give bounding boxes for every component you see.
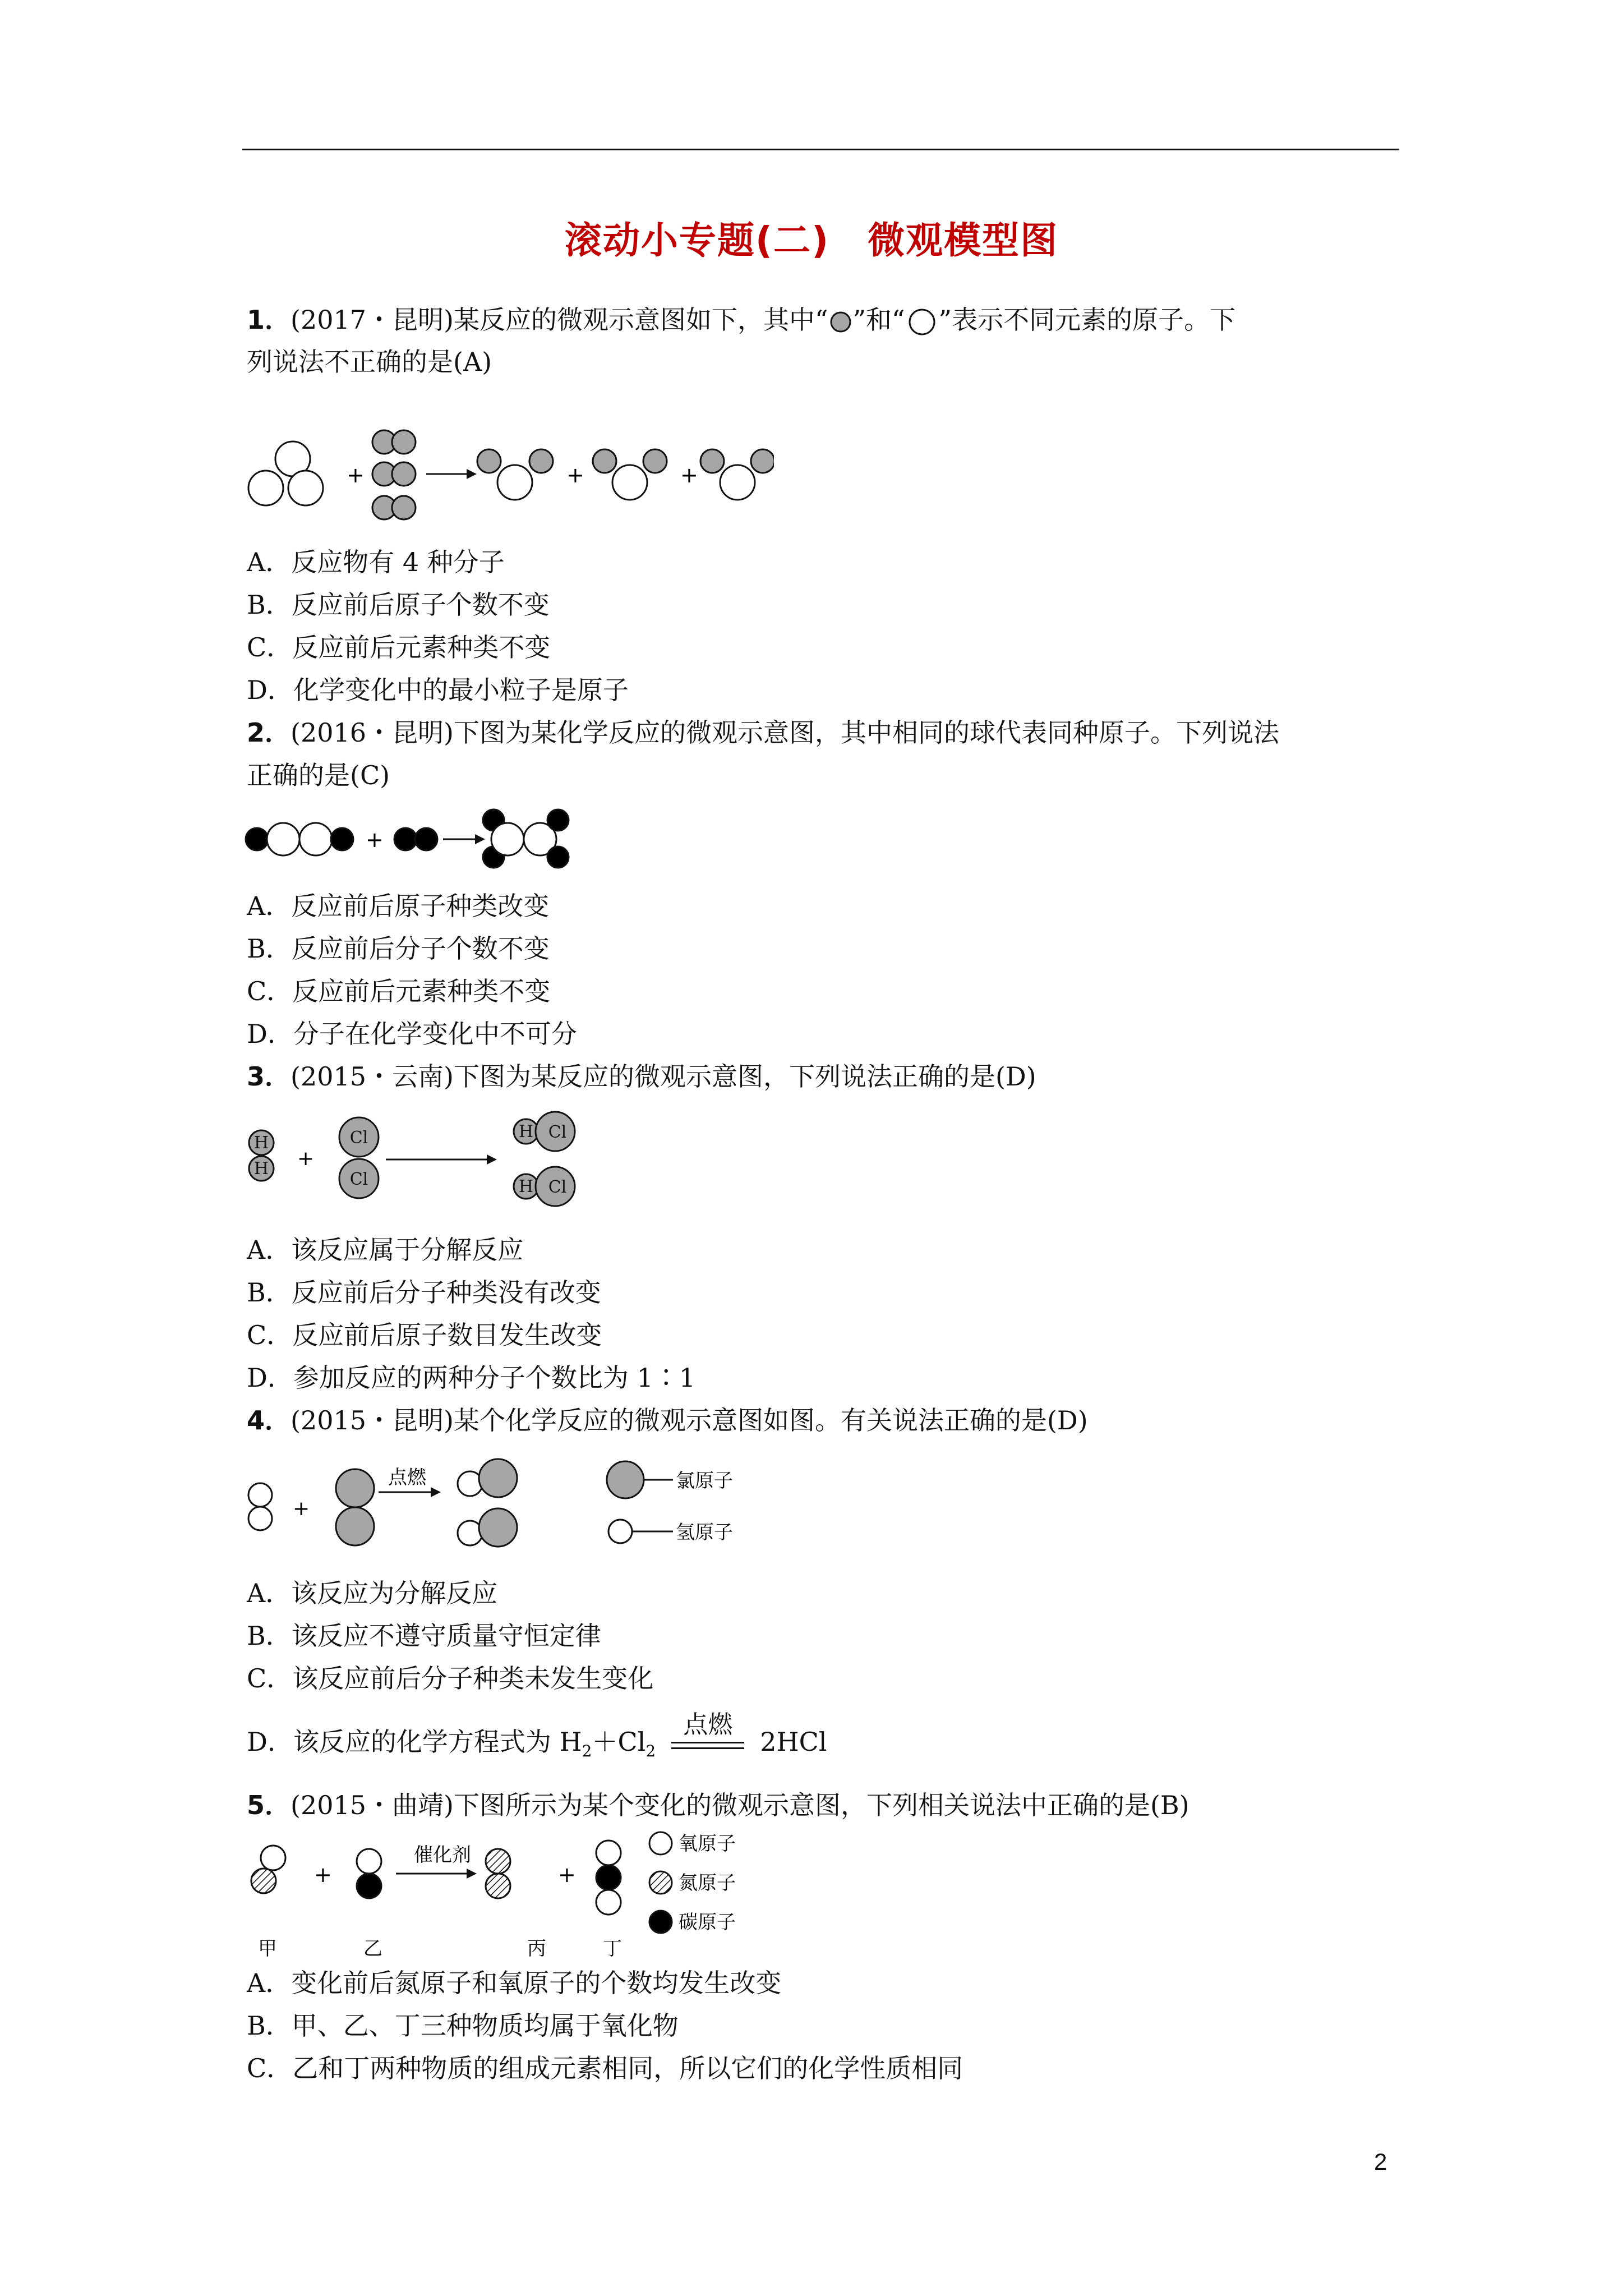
q3-atom-cl-label: Cl: [349, 1170, 368, 1189]
q4-stem: 4．(2015・昆明)某个化学反应的微观示意图如图。有关说法正确的是(D): [247, 1405, 1088, 1435]
q3-plus: +: [297, 1147, 315, 1170]
q2-option-a: A．反应前后原子种类改变: [247, 891, 550, 921]
q5-option-c: C．乙和丁两种物质的组成元素相同，所以它们的化学性质相同: [247, 2053, 963, 2083]
q1-option-a: A．反应物有 4 种分子: [247, 547, 505, 577]
q1-plus-3: +: [680, 463, 698, 487]
q5-label-bing: 丙: [527, 1938, 546, 1960]
q4-reaction-diagram: [241, 1456, 768, 1562]
q3-atom-h-label: H: [518, 1122, 534, 1142]
q3-atom-h-label: H: [518, 1177, 534, 1197]
q4-plus: +: [293, 1497, 310, 1520]
q4-legend-chlorine: 氯原子: [676, 1470, 733, 1492]
q5-stem: 5．(2015・曲靖)下图所示为某个变化的微观示意图，下列相关说法中正确的是(B): [247, 1790, 1189, 1820]
q5-legend-nitrogen: 氮原子: [679, 1872, 736, 1894]
q5-legend-oxygen: 氧原子: [679, 1833, 736, 1855]
equation-condition-sign: 点燃: [671, 1727, 744, 1761]
q4-option-a: A．该反应为分解反应: [247, 1578, 498, 1608]
q5-plus-2: +: [558, 1862, 576, 1887]
page-number: 2: [1374, 2148, 1387, 2175]
q2-option-d: D．分子在化学变化中不可分: [247, 1019, 577, 1049]
q2-stem: 2．(2016・昆明)下图为某化学反应的微观示意图，其中相同的球代表同种原子。下列说法: [247, 717, 1279, 748]
q3-reaction-diagram: [241, 1108, 600, 1220]
q2-option-b: B．反应前后分子个数不变: [247, 933, 550, 964]
header-rule: [242, 149, 1399, 150]
q1-plus-1: +: [347, 463, 365, 487]
q5-catalyst-label: 催化剂: [414, 1844, 471, 1866]
q1-stem: 1．(2017・昆明)某反应的微观示意图如下，其中“ ”和“ ”表示不同元素的原子。下: [247, 305, 1236, 335]
q1-number: 1．: [247, 305, 291, 335]
q4-legend-hydrogen: 氢原子: [676, 1521, 733, 1544]
q3-stem: 3．(2015・云南)下图为某反应的微观示意图，下列说法正确的是(D): [247, 1061, 1036, 1092]
page-title: 滚动小专题(二) 微观模型图: [564, 219, 1059, 262]
q1-plus-2: +: [566, 463, 584, 487]
q2-reaction-diagram: [241, 808, 589, 869]
q3-option-b: B．反应前后分子种类没有改变: [247, 1277, 601, 1308]
q5-legend-carbon: 碳原子: [679, 1911, 736, 1934]
q3-option-d: D．参加反应的两种分子个数比为 1∶1: [247, 1363, 696, 1393]
q4-option-b: B．该反应不遵守质量守恒定律: [247, 1621, 601, 1651]
white-atom-icon: [905, 308, 939, 336]
q3-atom-h-label: H: [253, 1133, 269, 1153]
q5-label-yi: 乙: [363, 1938, 382, 1960]
q2-plus: +: [366, 827, 384, 852]
q1-reaction-diagram: [241, 426, 774, 524]
q3-option-c: C．反应前后原子数目发生改变: [247, 1320, 602, 1350]
q2-stem-line2: 正确的是(C): [247, 760, 390, 790]
q5-option-b: B．甲、乙、丁三种物质均属于氧化物: [247, 2010, 679, 2041]
q4-option-c: C．该反应前后分子种类未发生变化: [247, 1663, 654, 1694]
q3-atom-h-label: H: [253, 1159, 269, 1179]
q3-atom-cl-label: Cl: [349, 1128, 368, 1148]
q3-option-a: A．该反应属于分解反应: [247, 1235, 524, 1265]
q3-atom-cl-label: Cl: [548, 1177, 567, 1197]
q1-option-c: C．反应前后元素种类不变: [247, 632, 551, 662]
q1-stem-line2: 列说法不正确的是(A): [247, 347, 492, 377]
q4-option-d: D．该反应的化学方程式为 $H_2+Cl_2$ 点燃 2HCl: [247, 1710, 827, 1761]
q2-option-c: C．反应前后元素种类不变: [247, 976, 551, 1006]
q5-option-a: A．变化前后氮原子和氧原子的个数均发生改变: [247, 1968, 782, 1998]
q1-option-d: D．化学变化中的最小粒子是原子: [247, 675, 629, 705]
q5-plus-1: +: [314, 1862, 332, 1887]
q4-condition-label: 点燃: [388, 1466, 426, 1489]
q5-reaction-diagram: [241, 1823, 791, 1963]
grey-atom-icon: [828, 310, 853, 334]
q5-label-jia: 甲: [258, 1938, 277, 1960]
q3-atom-cl-label: Cl: [548, 1122, 567, 1142]
q1-option-b: B．反应前后原子个数不变: [247, 590, 550, 620]
q5-label-ding: 丁: [603, 1938, 622, 1960]
